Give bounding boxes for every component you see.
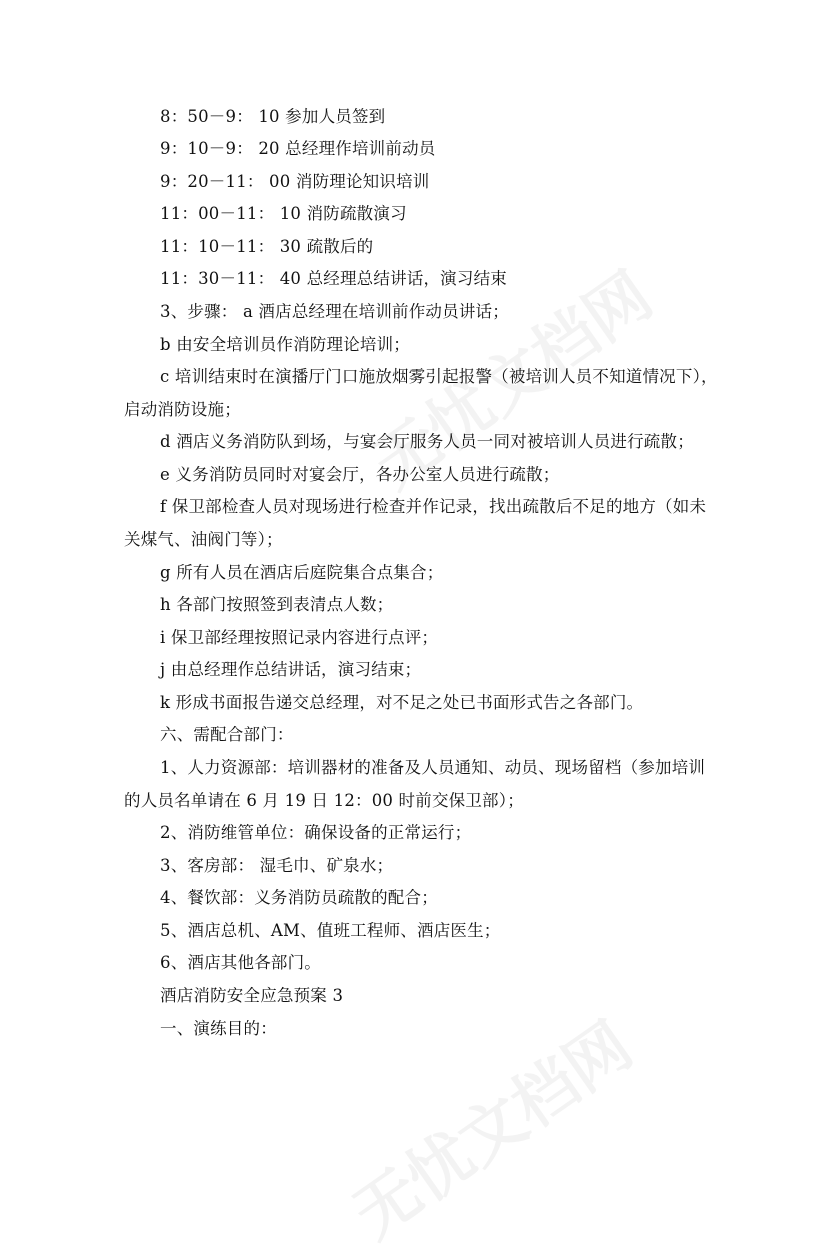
text-line-11: d 酒店义务消防队到场，与宴会厅服务人员一同对被培训人员进行疏散； [160, 432, 694, 451]
text-line-27: 6、酒店其他各部门。 [160, 953, 321, 972]
text-line-1: 8：50－9： 10 参加人员签到 [160, 107, 386, 126]
text-line-13: f 保卫部检查人员对现场进行检查并作记录，找出疏散后不足的地方（如未 [160, 497, 707, 516]
text-line-3: 9：20－11： 00 消防理论知识培训 [160, 172, 430, 191]
text-line-17: i 保卫部经理按照记录内容进行点评； [160, 628, 439, 647]
text-line-19: k 形成书面报告递交总经理，对不足之处已书面形式告之各部门。 [160, 693, 644, 712]
text-line-2: 9：10－9： 20 总经理作培训前动员 [160, 139, 436, 158]
text-line-4: 11：00－11： 10 消防疏散演习 [160, 204, 407, 223]
text-line-26: 5、酒店总机、AM、值班工程师、酒店医生； [160, 921, 501, 940]
watermark-2 [333, 997, 648, 1255]
text-line-7: 3、步骤： a 酒店总经理在培训前作动员讲话； [160, 302, 509, 321]
text-line-14: 关煤气、油阀门等）； [124, 530, 283, 549]
text-line-29: 一、演练目的： [160, 1019, 277, 1038]
text-line-5: 11：10－11： 30 疏散后的 [160, 237, 374, 256]
text-line-16: h 各部门按照签到表清点人数； [160, 595, 394, 614]
text-line-18: j 由总经理作总结讲话，演习结束； [160, 660, 422, 679]
text-line-28: 酒店消防安全应急预案 3 [160, 986, 344, 1005]
text-line-21: 1、人力资源部：培训器材的准备及人员通知、动员、现场留档（参加培训 [160, 758, 706, 777]
text-line-6: 11：30－11： 40 总经理总结讲话，演习结束 [160, 269, 507, 288]
text-line-24: 3、客房部： 湿毛巾、矿泉水； [160, 856, 394, 875]
text-line-25: 4、餐饮部：义务消防员疏散的配合； [160, 888, 438, 907]
text-line-8: b 由安全培训员作消防理论培训； [160, 335, 411, 354]
text-line-20: 六、需配合部门： [160, 725, 294, 744]
text-line-9: c 培训结束时在演播厅门口施放烟雾引起报警（被培训人员不知道情况下）， [160, 367, 718, 386]
text-line-22: 的人员名单请在 6 月 19 日 12：00 时前交保卫部）； [124, 791, 524, 810]
text-line-12: e 义务消防员同时对宴会厅，各办公室人员进行疏散； [160, 465, 560, 484]
text-line-23: 2、消防维管单位：确保设备的正常运行； [160, 823, 472, 842]
text-line-15: g 所有人员在酒店后庭院集合点集合； [160, 563, 444, 582]
text-line-10: 启动消防设施； [124, 400, 241, 419]
